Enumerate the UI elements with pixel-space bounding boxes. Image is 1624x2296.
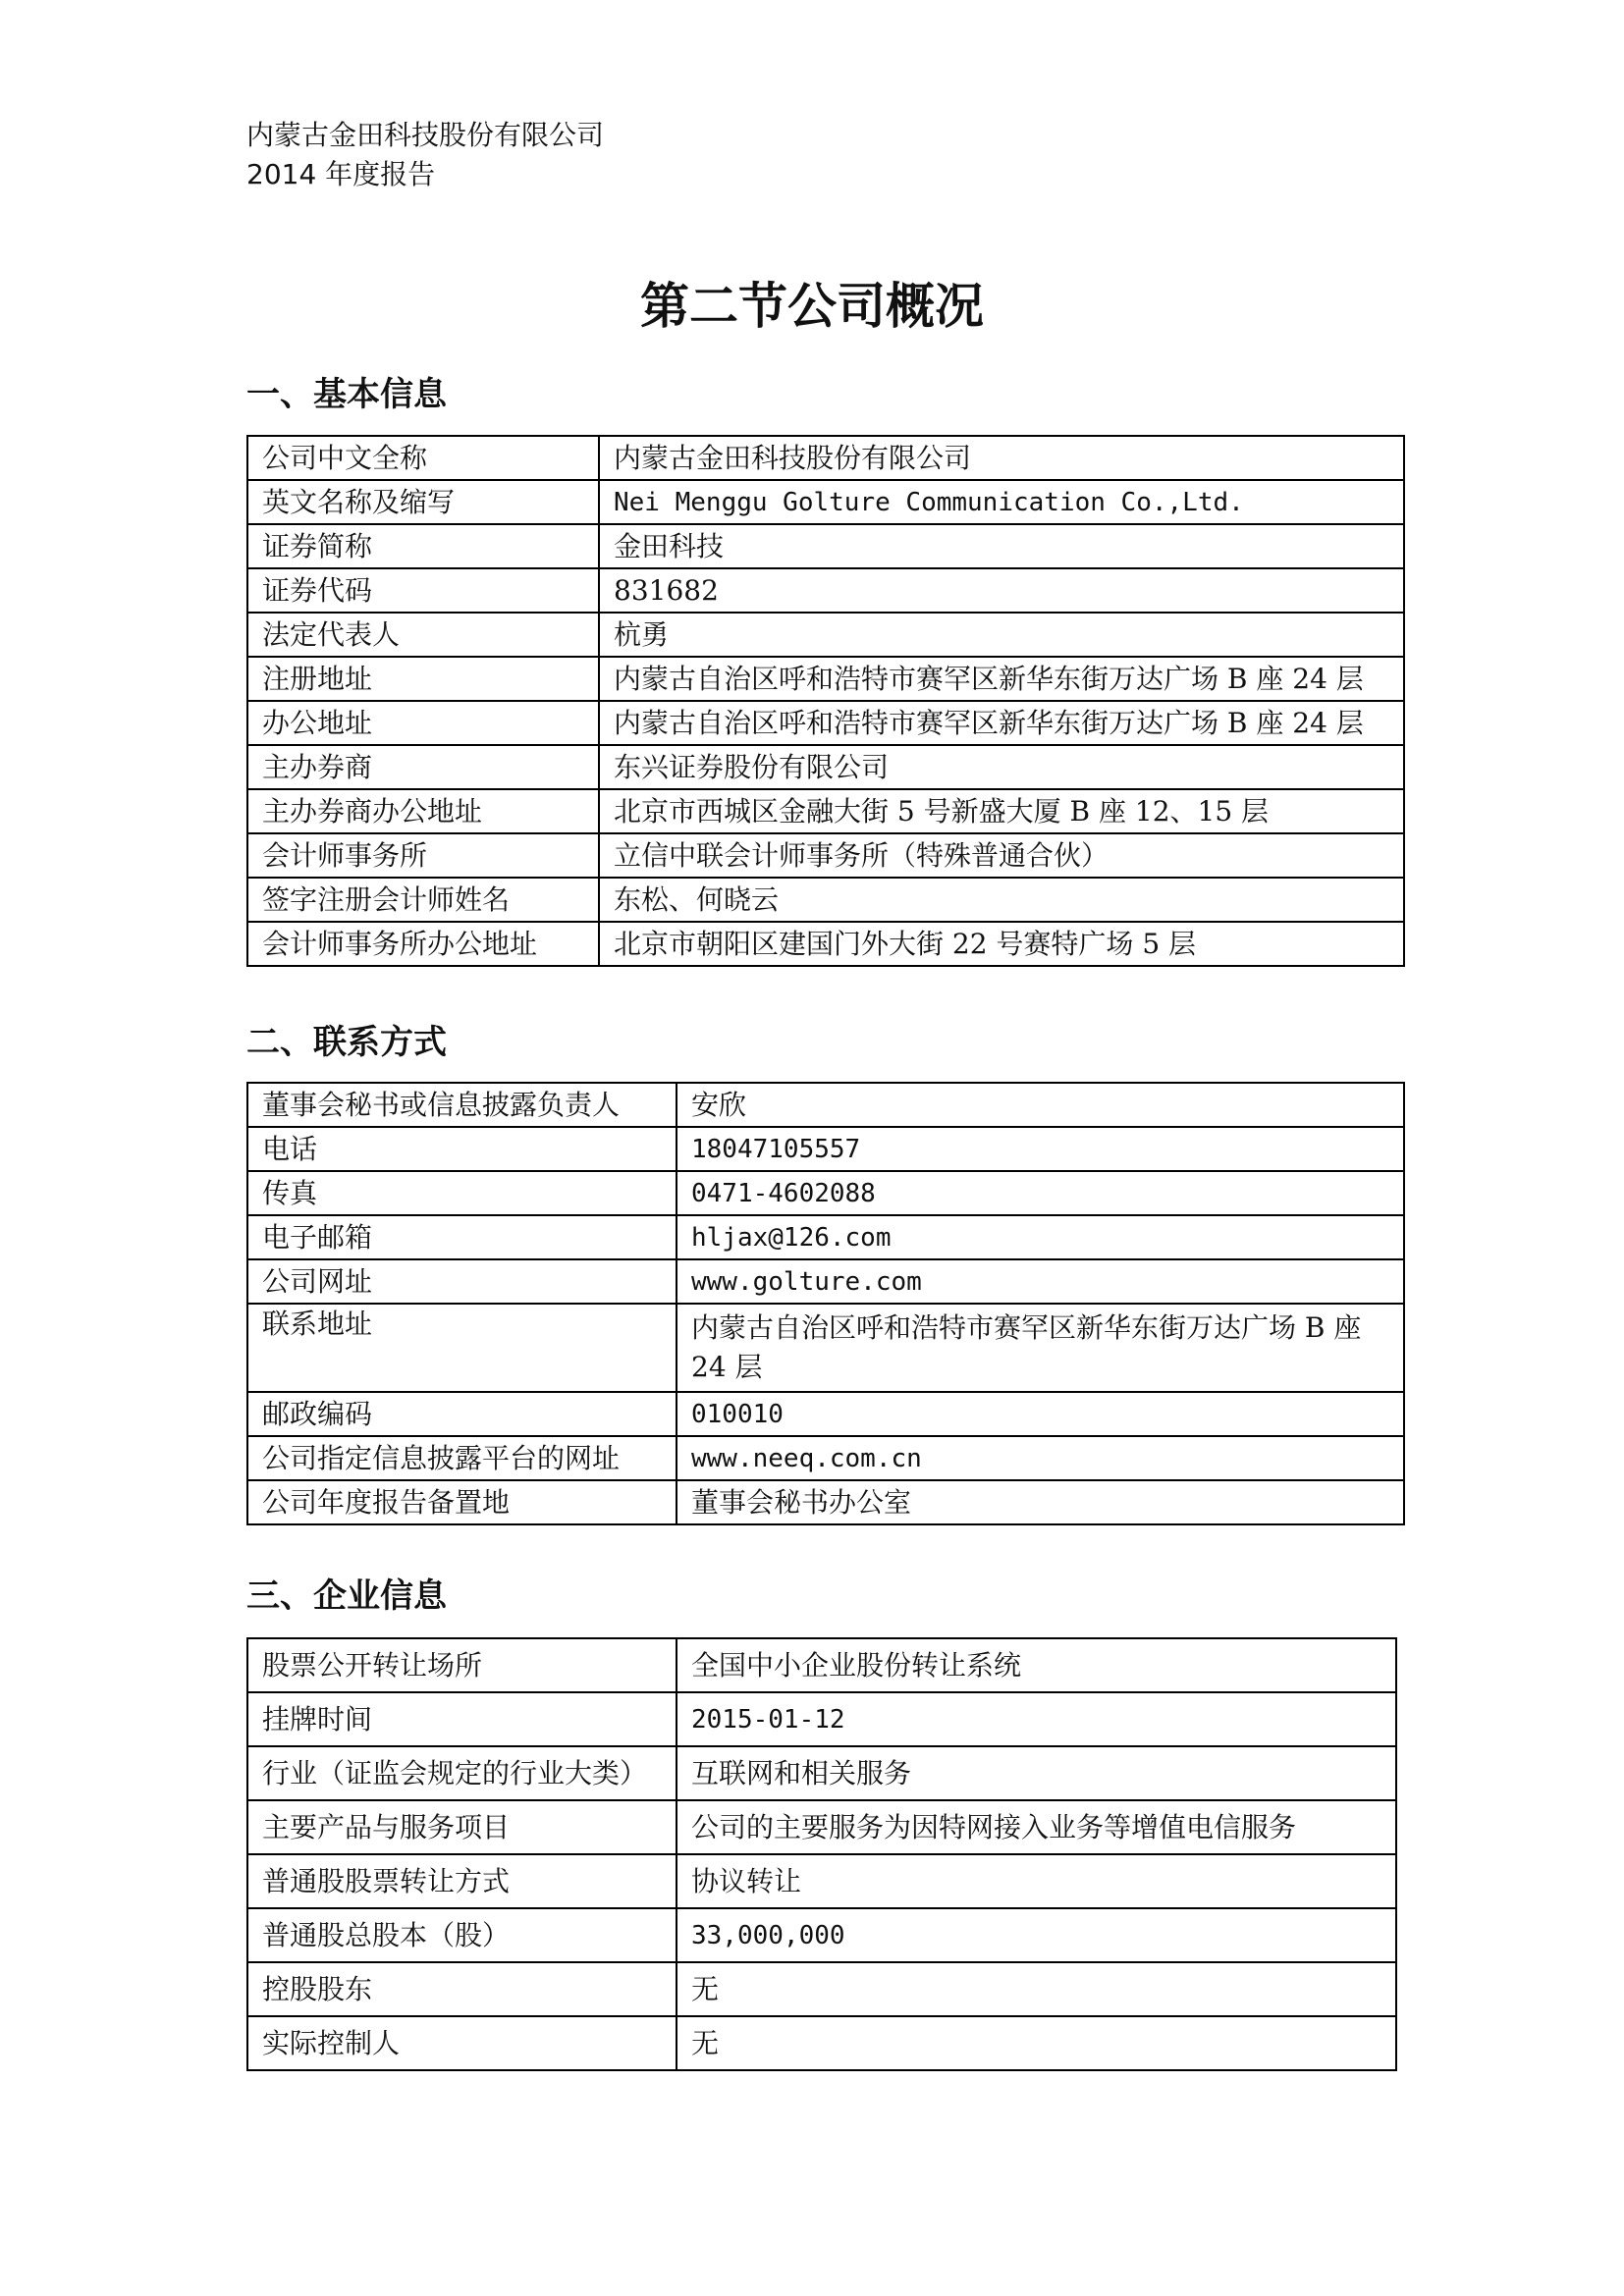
basic-info-table xyxy=(246,435,1405,967)
table-row xyxy=(247,701,1404,745)
table-row xyxy=(247,1800,1396,1854)
row-value: 金田科技 xyxy=(599,524,1404,568)
page-header xyxy=(246,116,604,194)
section-heading-enterprise: 三、企业信息 xyxy=(246,1576,447,1616)
table-row xyxy=(247,1392,1404,1436)
header-report: 2014 年度报告 xyxy=(246,158,436,190)
table-row xyxy=(247,436,1404,480)
row-value: 内蒙古自治区呼和浩特市赛罕区新华东街万达广场 B 座 24 层 xyxy=(599,701,1404,745)
row-label: 行业（证监会规定的行业大类） xyxy=(247,1746,677,1800)
table-row xyxy=(247,833,1404,878)
table-row xyxy=(247,1854,1396,1908)
table-row xyxy=(247,1962,1396,2016)
section-heading-basic-info: 一、基本信息 xyxy=(246,375,447,414)
table-row xyxy=(247,1908,1396,1962)
table-row xyxy=(247,2016,1396,2070)
row-label: 主办券商办公地址 xyxy=(247,789,599,833)
table-row xyxy=(247,922,1404,966)
table-row xyxy=(247,613,1404,657)
section-heading-contact: 二、联系方式 xyxy=(246,1023,447,1062)
row-value: 无 xyxy=(677,1962,1396,2016)
enterprise-table xyxy=(246,1637,1397,2071)
row-label: 主办券商 xyxy=(247,745,599,789)
row-value: 立信中联会计师事务所（特殊普通合伙） xyxy=(599,833,1404,878)
table-row xyxy=(247,1127,1404,1171)
row-value: 杭勇 xyxy=(599,613,1404,657)
row-label: 公司中文全称 xyxy=(247,436,599,480)
table-row xyxy=(247,1171,1404,1215)
row-value: Nei Menggu Golture Communication Co.,Ltd. xyxy=(599,480,1404,524)
row-label: 联系地址 xyxy=(247,1304,677,1392)
row-value: 安欣 xyxy=(677,1083,1404,1127)
row-label: 会计师事务所 xyxy=(247,833,599,878)
row-label: 传真 xyxy=(247,1171,677,1215)
row-value: 全国中小企业股份转让系统 xyxy=(677,1638,1396,1692)
table-row xyxy=(247,568,1404,613)
row-label: 公司年度报告备置地 xyxy=(247,1480,677,1524)
row-value: 内蒙古金田科技股份有限公司 xyxy=(599,436,1404,480)
row-label: 实际控制人 xyxy=(247,2016,677,2070)
row-label: 证券简称 xyxy=(247,524,599,568)
row-label: 公司指定信息披露平台的网址 xyxy=(247,1436,677,1480)
row-value: 公司的主要服务为因特网接入业务等增值电信服务 xyxy=(677,1800,1396,1854)
row-value: 董事会秘书办公室 xyxy=(677,1480,1404,1524)
row-value: 18047105557 xyxy=(677,1127,1404,1171)
row-value: 东松、何晓云 xyxy=(599,878,1404,922)
row-value[interactable]: www.neeq.com.cn xyxy=(677,1436,1404,1480)
row-value: 831682 xyxy=(599,568,1404,613)
row-label: 普通股总股本（股） xyxy=(247,1908,677,1962)
row-label: 股票公开转让场所 xyxy=(247,1638,677,1692)
table-row xyxy=(247,524,1404,568)
row-value: 0471-4602088 xyxy=(677,1171,1404,1215)
row-label: 公司网址 xyxy=(247,1259,677,1304)
table-row xyxy=(247,657,1404,701)
row-label: 办公地址 xyxy=(247,701,599,745)
row-value: 2015-01-12 xyxy=(677,1692,1396,1746)
row-label: 控股股东 xyxy=(247,1962,677,2016)
table-row xyxy=(247,480,1404,524)
table-row xyxy=(247,1215,1404,1259)
row-label: 证券代码 xyxy=(247,568,599,613)
row-value: 010010 xyxy=(677,1392,1404,1436)
table-row xyxy=(247,1436,1404,1480)
table-row xyxy=(247,1638,1396,1692)
row-label: 签字注册会计师姓名 xyxy=(247,878,599,922)
row-value: 33,000,000 xyxy=(677,1908,1396,1962)
row-label: 主要产品与服务项目 xyxy=(247,1800,677,1854)
row-label: 注册地址 xyxy=(247,657,599,701)
row-value: 内蒙古自治区呼和浩特市赛罕区新华东街万达广场 B 座 24 层 xyxy=(599,657,1404,701)
row-label: 英文名称及缩写 xyxy=(247,480,599,524)
row-value: 北京市西城区金融大街 5 号新盛大厦 B 座 12、15 层 xyxy=(599,789,1404,833)
table-row xyxy=(247,1259,1404,1304)
table-row xyxy=(247,1304,1404,1392)
row-value[interactable]: hljax@126.com xyxy=(677,1215,1404,1259)
header-company: 内蒙古金田科技股份有限公司 xyxy=(246,119,605,151)
row-value: 东兴证券股份有限公司 xyxy=(599,745,1404,789)
table-row xyxy=(247,789,1404,833)
row-value: 北京市朝阳区建国门外大街 22 号赛特广场 5 层 xyxy=(599,922,1404,966)
table-row xyxy=(247,745,1404,789)
row-label: 挂牌时间 xyxy=(247,1692,677,1746)
table-row xyxy=(247,1692,1396,1746)
row-label: 电子邮箱 xyxy=(247,1215,677,1259)
row-value: 互联网和相关服务 xyxy=(677,1746,1396,1800)
page-title: 第二节公司概况 xyxy=(640,278,984,335)
table-row xyxy=(247,878,1404,922)
row-label: 董事会秘书或信息披露负责人 xyxy=(247,1083,677,1127)
table-row xyxy=(247,1480,1404,1524)
row-label: 会计师事务所办公地址 xyxy=(247,922,599,966)
row-value: 内蒙古自治区呼和浩特市赛罕区新华东街万达广场 B 座 24 层 xyxy=(677,1304,1404,1392)
row-value: 协议转让 xyxy=(677,1854,1396,1908)
row-value[interactable]: www.golture.com xyxy=(677,1259,1404,1304)
table-row xyxy=(247,1746,1396,1800)
row-label: 邮政编码 xyxy=(247,1392,677,1436)
table-row xyxy=(247,1083,1404,1127)
row-label: 法定代表人 xyxy=(247,613,599,657)
row-value: 无 xyxy=(677,2016,1396,2070)
row-label: 电话 xyxy=(247,1127,677,1171)
contact-table xyxy=(246,1082,1405,1525)
row-label: 普通股股票转让方式 xyxy=(247,1854,677,1908)
